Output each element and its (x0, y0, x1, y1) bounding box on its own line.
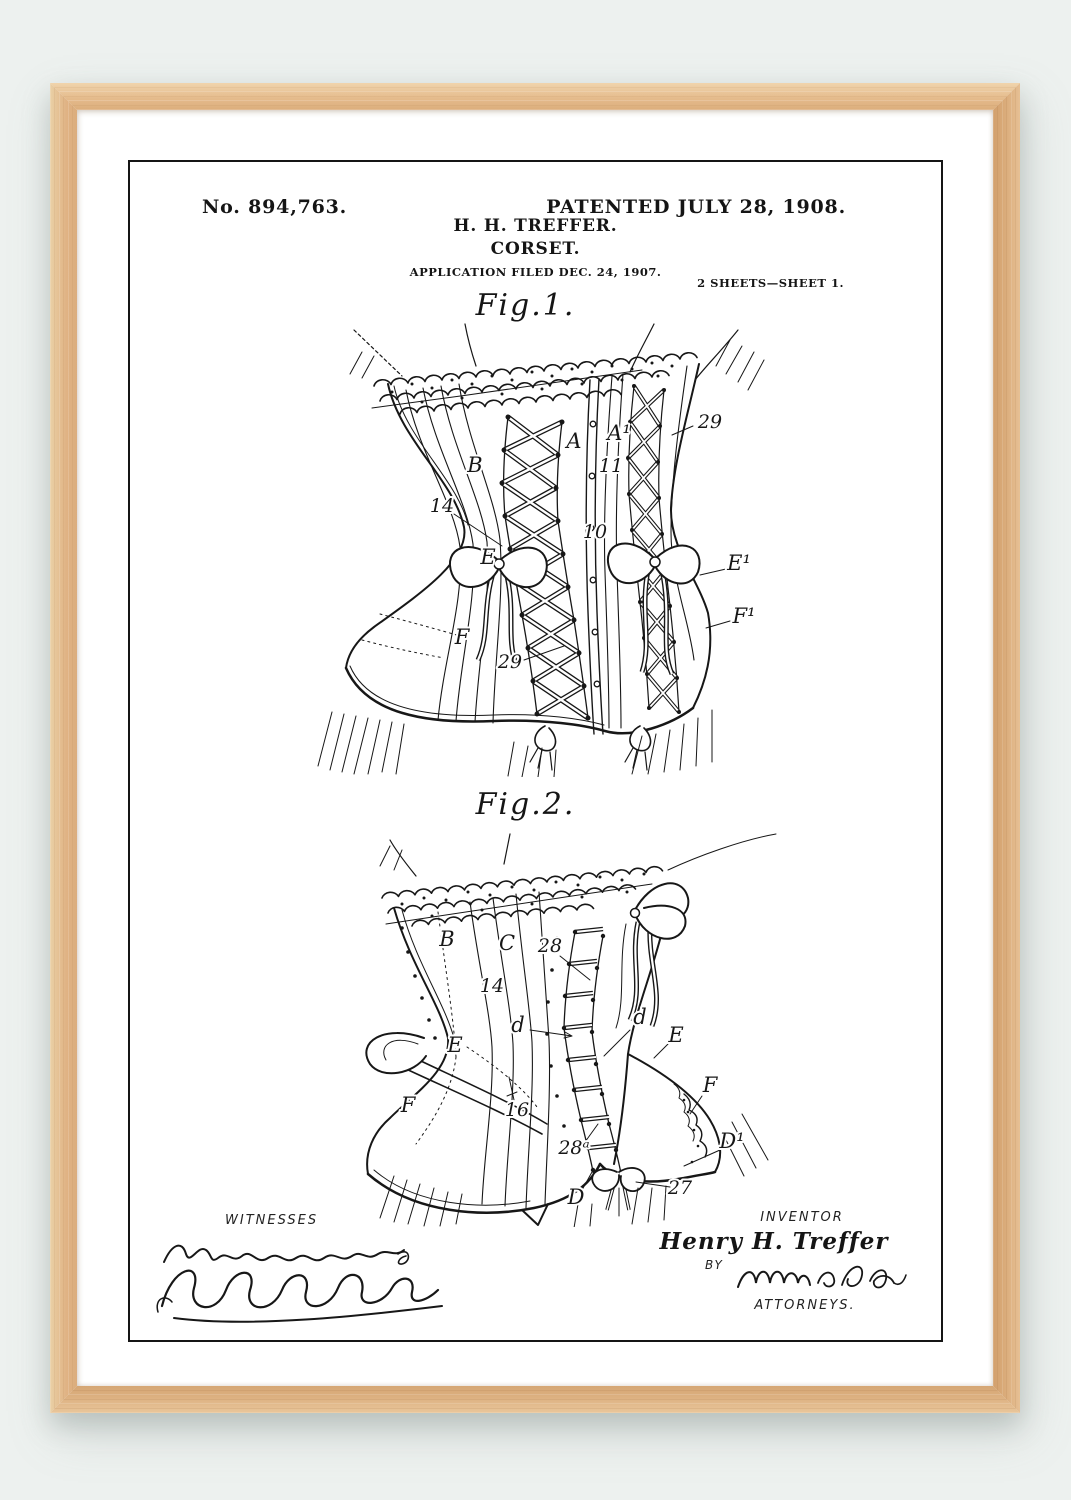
fig2-lace-trim (382, 867, 663, 926)
fig1-label-10: 10 (582, 521, 608, 543)
fig1-label-11: 11 (598, 455, 624, 477)
sheet-info: 2 SHEETS—SHEET 1. (697, 276, 844, 290)
fig1-label-F: F (454, 625, 470, 649)
fig2-top-bow (616, 883, 688, 1028)
attorneys-label: ATTORNEYS. (754, 1298, 856, 1313)
fig1-guide-lines (354, 324, 738, 380)
fig1-bow-right (608, 543, 700, 674)
fig1-busk (586, 379, 603, 734)
fig2-label-28a: 28ᵃ (558, 1137, 590, 1159)
fig2-label-16: 16 (504, 1099, 530, 1121)
fig2-guide-lines (390, 834, 776, 876)
fig1-label-29: 29 (497, 651, 523, 673)
fig1-drawing (302, 322, 772, 777)
patent-date: PATENTED JULY 28, 1908. (546, 196, 846, 218)
fig2-label-d-left: d (511, 1013, 525, 1037)
witness-signature-2 (150, 1254, 450, 1332)
frame-side-left (50, 83, 77, 1413)
fig2-label-14: 14 (479, 975, 505, 997)
fig1-label-14: 14 (429, 495, 455, 517)
application-line: APPLICATION FILED DEC. 24, 1907. (409, 265, 662, 279)
fig1-label-E1: E¹ (727, 551, 751, 575)
fig1-leader-lines (454, 426, 730, 660)
frame-side-bottom (50, 1386, 1020, 1413)
fig2-caption: Fig.2. (475, 787, 576, 822)
by-label: BY (705, 1258, 724, 1272)
fig2-hip-pad (366, 1033, 426, 1073)
patent-number: No. 894,763. (202, 196, 348, 218)
witnesses-label: WITNESSES (225, 1213, 319, 1228)
frame-side-right (993, 83, 1020, 1413)
fig1-caption: Fig.1. (475, 288, 576, 323)
fig2-label-28: 28 (537, 935, 563, 957)
fig1-label-F1: F¹ (732, 604, 756, 628)
fig2-leader-lines (504, 956, 720, 1190)
fig2-label-B: B (439, 927, 455, 951)
fig2-label-F-left: F (400, 1093, 416, 1117)
fig2-label-D1: D¹ (719, 1129, 745, 1153)
fig1-label-B: B (467, 453, 483, 477)
fig1-label-A1: A¹ (607, 421, 631, 445)
fig2-drawing (332, 832, 792, 1227)
fig2-label-E-right: E (668, 1023, 684, 1047)
fig1-label-A: A (566, 429, 582, 453)
fig2-label-27: 27 (667, 1177, 693, 1199)
patent-sheet (128, 160, 943, 1342)
inventor-name: Henry H. Treffer (659, 1228, 889, 1255)
inventor-abbrev: H. H. TREFFER. (453, 216, 618, 236)
inventor-label: INVENTOR (760, 1210, 844, 1225)
fig1-label-29-top: 29 (697, 411, 723, 433)
fig2-hatching (380, 846, 768, 1227)
fig1-label-E: E (480, 545, 496, 569)
fig2-annotations (400, 927, 745, 1209)
patent-title: CORSET. (490, 239, 581, 259)
fig2-label-D: D (567, 1185, 585, 1209)
attorney-signature (730, 1245, 910, 1305)
frame-side-top (50, 83, 1020, 110)
fig2-label-d-right: d (633, 1005, 647, 1029)
fig2-label-F-right: F (702, 1073, 718, 1097)
fig2-label-E-left: E (447, 1033, 463, 1057)
fig2-label-C: C (498, 931, 516, 955)
fig1-tassels (530, 726, 651, 770)
